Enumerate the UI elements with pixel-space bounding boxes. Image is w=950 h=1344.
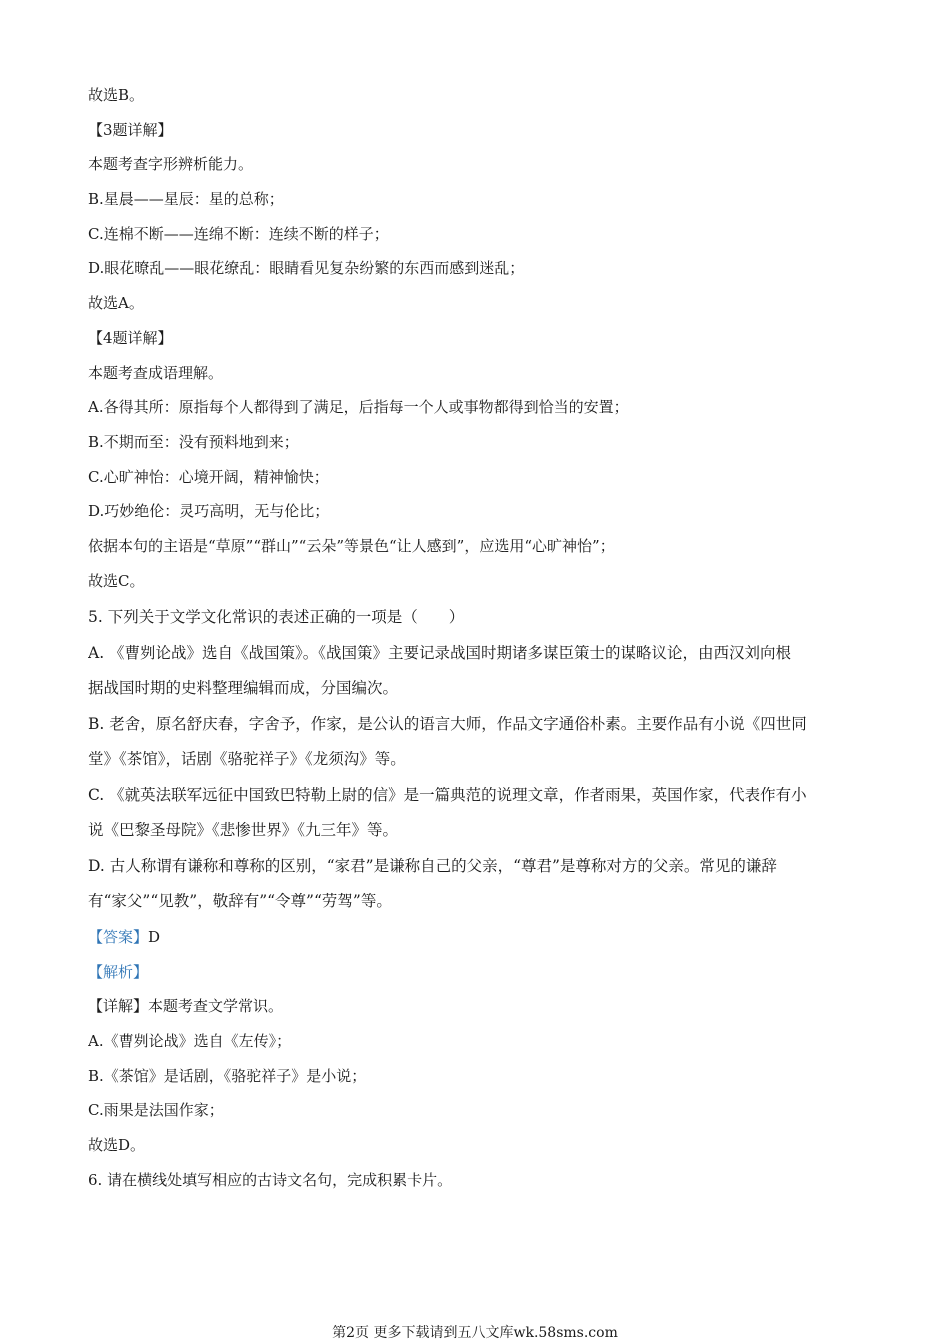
text-line: A.各得其所：原指每个人都得到了满足，后指每一个人或事物都得到恰当的安置； bbox=[88, 398, 629, 417]
question-5-option-b-cont: 堂》《茶馆》，话剧《骆驼祥子》《龙须沟》等。 bbox=[88, 750, 406, 769]
detail-heading-3: 【3题详解】 bbox=[88, 120, 173, 139]
text-line: B.星晨——星辰：星的总称； bbox=[88, 190, 284, 209]
answer-value: D bbox=[148, 927, 161, 946]
analysis-line: C.雨果是法国作家； bbox=[88, 1101, 224, 1120]
text-line: D.巧妙绝伦：灵巧高明，无与伦比； bbox=[88, 502, 330, 521]
question-5-option-c: C. 《就英法联军远征中国致巴特勒上尉的信》是一篇典范的说理文章，作者雨果，英国作家，代表作有小 bbox=[88, 785, 807, 804]
page-footer: 第2页 更多下载请到五八文库wk.58sms.com bbox=[332, 1325, 618, 1341]
analysis-line: 【详解】本题考查文学常识。 bbox=[88, 997, 284, 1016]
question-5-option-b: B. 老舍，原名舒庆春，字舍予，作家，是公认的语言大师，作品文字通俗朴素。主要作品有小说《四世同 bbox=[88, 714, 807, 733]
question-5-option-a-cont: 据战国时期的史料整理编辑而成，分国编次。 bbox=[88, 679, 399, 698]
text-line: 故选B。 bbox=[88, 86, 145, 104]
text-line: D.眼花暸乱——眼花缭乱：眼睛看见复杂纷繁的东西而感到迷乱； bbox=[88, 259, 525, 278]
text-line: 本题考查字形辨析能力。 bbox=[88, 155, 254, 174]
text-line: 本题考查成语理解。 bbox=[88, 363, 224, 382]
section-answers-3-4 bbox=[88, 78, 868, 598]
analysis-line: A.《曹刿论战》选自《左传》； bbox=[88, 1031, 292, 1050]
question-5-option-d: D. 古人称谓有谦称和尊称的区别，“家君”是谦称自己的父亲，“尊君”是尊称对方的父亲。常见的谦辞 bbox=[88, 856, 777, 875]
text-line: C.连棉不断——连绵不断：连续不断的样子； bbox=[88, 224, 389, 243]
question-5-option-d-cont: 有“家父”“见教”，敬辞有”“令尊”“劳驾”等。 bbox=[88, 892, 392, 911]
question-5-option-a: A. 《曹刿论战》选自《战国策》。《战国策》主要记录战国时期诸多谋臣策士的谋略议论，由西汉刘向根 bbox=[88, 643, 792, 662]
question-5 bbox=[88, 600, 868, 920]
text-line: C.心旷神怡：心境开阔，精神愉快； bbox=[88, 467, 329, 486]
question-6-stem: 6. 请在横线处填写相应的古诗文名句，完成积累卡片。 bbox=[88, 1170, 453, 1189]
analysis-line: B.《茶馆》是话剧，《骆驼祥子》是小说； bbox=[88, 1066, 367, 1085]
question-5-stem: 5. 下列关于文学文化常识的表述正确的一项是（ ） bbox=[88, 608, 465, 627]
answer-line bbox=[88, 920, 868, 955]
answer-block bbox=[88, 920, 868, 1163]
analysis-line: 故选D。 bbox=[88, 1135, 146, 1154]
analysis-tag: 【解析】 bbox=[88, 962, 149, 981]
text-line: 故选C。 bbox=[88, 571, 145, 590]
answer-tag: 【答案】 bbox=[88, 927, 149, 946]
text-line: B.不期而至：没有预料地到来； bbox=[88, 432, 299, 451]
text-line: 故选A。 bbox=[88, 294, 144, 313]
text-line: 依据本句的主语是“草原”“群山”“云朵”等景色“让人感到”，应选用“心旷神怡”； bbox=[88, 536, 615, 555]
question-5-option-c-cont: 说《巴黎圣母院》《悲惨世界》《九三年》等。 bbox=[88, 821, 399, 840]
detail-heading-4: 【4题详解】 bbox=[88, 328, 173, 347]
document-body bbox=[88, 78, 868, 1197]
